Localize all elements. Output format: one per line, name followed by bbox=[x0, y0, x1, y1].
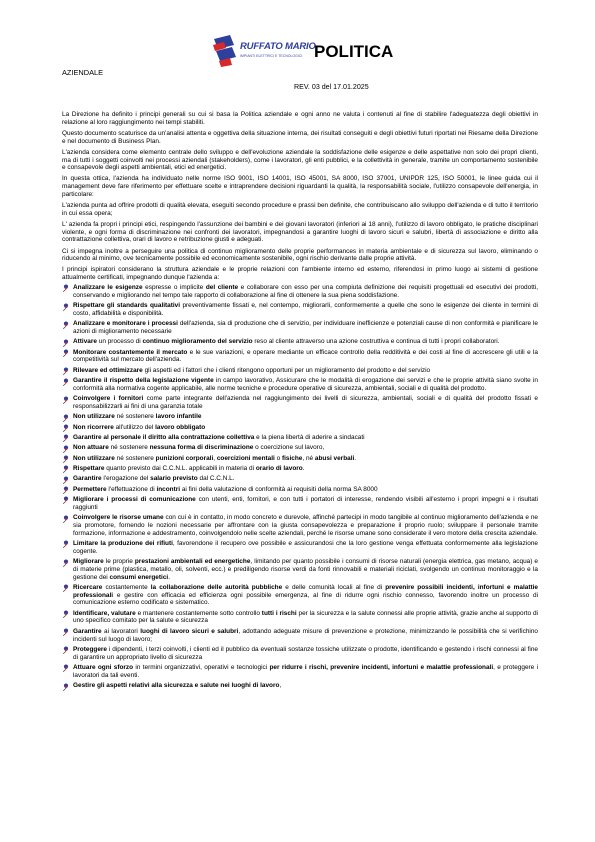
commitment-item bbox=[62, 377, 538, 393]
pushpin-bullet-icon bbox=[62, 515, 69, 523]
pushpin-bullet-icon bbox=[62, 414, 69, 422]
commitment-item bbox=[62, 434, 538, 442]
commitment-text: costantemente bbox=[102, 583, 151, 591]
commitment-text: in campo lavorativo, Assicurare che le modalità di erogazione dei servizi e che le proprie attività siano svolte in conformità alla normativa cogente applicabile, alle norme tecniche e procedure operative di sicurezza, ambientali, sociali e di qualità del prodotto. bbox=[73, 377, 538, 392]
commitment-keyword: per ridurre i rischi, prevenire incidenti, infortuni e malattie professionali bbox=[269, 663, 494, 671]
revision-label: REV. 03 del 17.01.2025 bbox=[294, 83, 369, 91]
commitment-text: per la sicurezza e la salute connessi alle proprie attività, grazie anche al supporto di uno specifico comitato per la salute e sicurezza bbox=[73, 609, 538, 625]
commitment-text: né sostenere bbox=[114, 454, 156, 462]
commitment-item bbox=[62, 455, 538, 463]
commitment-keyword: lavoro obbligato bbox=[155, 423, 206, 431]
commitment-text: , né bbox=[302, 454, 315, 462]
commitment-keyword: Rilevare ed ottimizzare bbox=[73, 366, 143, 374]
commitment-text: dell'azienda, sia di produzione che di servizio, per individuare inefficienze e potenziali cause di non conformità e pianificare le azioni di miglioramento necessarie bbox=[73, 320, 539, 335]
pushpin-bullet-icon bbox=[62, 683, 69, 691]
commitment-item bbox=[62, 320, 538, 336]
commitment-item bbox=[62, 395, 538, 411]
commitment-keyword: prevenire possibili incidenti, infortuni e malattie professionali bbox=[73, 583, 538, 599]
pushpin-bullet-icon bbox=[62, 445, 69, 453]
commitment-text: . bbox=[168, 573, 170, 581]
commitment-keyword: orario di lavoro bbox=[255, 464, 303, 472]
paragraph-quality: L'azienda punta ad offrire prodotti di qualità elevata, eseguiti secondo procedure e prassi ben definite, che contribuiscano allo sviluppo dell'azienda e di tutto il territorio in cui essa opera; bbox=[62, 202, 538, 217]
pushpin-bullet-icon bbox=[62, 610, 69, 618]
commitment-text: come parte integrante dell'azienda nel raggiungimento dei livelli di sicurezza, ambientali, sociali e di qualità del prodotto fissati e responsabilizzarli ai fini di una garanzia totale bbox=[73, 395, 538, 410]
commitment-item bbox=[62, 514, 538, 537]
document-title: POLITICA bbox=[314, 42, 394, 61]
commitment-keyword: Identificare, valutare bbox=[73, 609, 136, 617]
commitment-text: reso al cliente attraverso una azione costruttiva e continua di tutti i propri collaboratori. bbox=[252, 338, 500, 346]
commitment-item bbox=[62, 486, 538, 494]
commitment-text: e delle comunità locali al fine di bbox=[282, 583, 386, 591]
commitment-text: e le sue variazioni, e operare mediante un efficace controllo della redditività e dei costi al fine di accrescere gli utili e la competitività sul mercato dell'azienda. bbox=[73, 348, 538, 364]
commitment-keyword: Attivare bbox=[73, 338, 97, 346]
commitment-item bbox=[62, 664, 538, 680]
commitment-item bbox=[62, 646, 538, 662]
pushpin-bullet-icon bbox=[62, 424, 69, 432]
commitment-keyword: luoghi di lavoro sicuri e salubri bbox=[140, 627, 239, 635]
commitment-item bbox=[62, 465, 538, 473]
commitment-item bbox=[62, 628, 538, 644]
commitment-text: espresse o implicite bbox=[142, 283, 206, 291]
commitment-item bbox=[62, 349, 538, 365]
commitment-item bbox=[62, 444, 538, 452]
commitment-item bbox=[62, 584, 538, 607]
commitment-item bbox=[62, 475, 538, 483]
commitment-text: i dipendenti, i terzi coinvolti, i clienti ed il pubblico da eventuali sostanze tossiche utilizzate o prodotte, identificando e gestendo i rischi connessi al fine di garantire un appropriato livello di sicurezza bbox=[73, 645, 538, 661]
commitment-keyword: prestazioni ambientali ed energetiche bbox=[134, 558, 251, 566]
commitment-keyword: Non attuare bbox=[73, 444, 109, 452]
commitment-keyword: Coinvolgere i fornitori bbox=[73, 395, 144, 403]
commitment-keyword: Proteggere bbox=[73, 645, 107, 653]
paragraph-scope: Questo documento scaturisce da un'analisi attenta e oggettiva della situazione interna, dei risultati conseguiti e degli obiettivi futuri riportati nei Riesame della Direzione e nel documento di Business Plan. bbox=[62, 129, 538, 145]
commitment-keyword: incontri bbox=[156, 485, 181, 493]
commitment-text: e collaborare con esso per una compiuta definizione dei requisiti progettuali ed esecutivi dei prodotti, conservando e migliorando nel tempo tale rapporto di collaborazione al fine di ottenere la sua piena soddisfazione. bbox=[73, 283, 539, 299]
pushpin-bullet-icon bbox=[62, 559, 69, 567]
commitment-keyword: Coinvolgere le risorse umane bbox=[73, 514, 164, 522]
commitments-list bbox=[62, 284, 538, 690]
pushpin-bullet-icon bbox=[62, 540, 69, 548]
commitment-keyword: Attuare ogni sforzo bbox=[73, 663, 134, 671]
pushpin-bullet-icon bbox=[62, 321, 69, 329]
commitment-text: né sostenere bbox=[108, 444, 150, 452]
commitment-text: in termini organizzativi, operativi e tecnologici bbox=[133, 663, 270, 671]
commitment-text: dal C.C.N.L. bbox=[197, 475, 235, 483]
commitment-keyword: Migliorare i processi di comunicazione bbox=[73, 495, 196, 503]
commitment-text: , favorendone il recupero ove possibile e assicurandosi che la loro gestione venga effettuata conformemente alla legislazione cogente. bbox=[73, 539, 538, 555]
commitment-keyword: Analizzare le esigenze bbox=[73, 283, 143, 291]
pushpin-bullet-icon bbox=[62, 396, 69, 404]
commitment-item bbox=[62, 338, 538, 346]
document-body bbox=[62, 111, 538, 692]
commitment-text: ai lavoratori bbox=[101, 627, 141, 635]
commitment-keyword: punizioni corporali bbox=[155, 454, 214, 462]
commitment-item bbox=[62, 496, 538, 512]
commitment-text: , limitando per quanto possibile i consumi di risorse naturali (energia elettrica, gas metano, acqua) e di materie prime (plastica, metallo, oli, solventi, ecc.) e prediligendo risorse verdi da fonti rinnovabili e materiali riciclati, svolgendo un continuo monitoraggio e la gestione dei bbox=[73, 558, 538, 581]
commitment-keyword: nessuna forma di discriminazione bbox=[149, 444, 254, 452]
document-subtitle: AZIENDALE bbox=[62, 68, 104, 77]
commitment-item bbox=[62, 413, 538, 421]
commitment-item bbox=[62, 424, 538, 432]
pushpin-bullet-icon bbox=[62, 434, 69, 442]
commitment-text: e mantenere costantemente sotto controllo bbox=[135, 609, 262, 617]
pushpin-bullet-icon bbox=[62, 367, 69, 375]
paragraph-intro: La Direzione ha definito i principi generali su cui si basa la Politica aziendale e ogni anno ne valuta i contenuti al fine di stabilire l'adeguatezza degli obiettivi in relazione al loro raggiungimento nei tempi stabiliti. bbox=[62, 111, 538, 126]
pushpin-bullet-icon bbox=[62, 284, 69, 292]
commitment-keyword: Ricercare bbox=[73, 583, 103, 591]
logo-mark-icon bbox=[210, 31, 238, 69]
commitment-text: con utenti, enti, fornitori, e con tutti i portatori di interesse, rendendo visibili all'esterno i propri impegni e i risultati raggiunti bbox=[73, 495, 538, 511]
commitment-text: o bbox=[274, 454, 282, 462]
commitment-keyword: tutti i rischi bbox=[261, 609, 297, 617]
commitment-keyword: Garantire il rispetto della legislazione vigente bbox=[73, 377, 214, 385]
commitment-keyword: Rispettare gli standards qualitativi bbox=[73, 302, 181, 310]
commitment-text: e gestire con efficacia ed efficienza ogni possibile emergenza, al fine di ridurre ogni rischio connesso, favorendo inoltre un processo di comunicazione esterno codificato e sistematico. bbox=[73, 591, 538, 607]
pushpin-bullet-icon bbox=[62, 339, 69, 347]
commitment-keyword: lavoro infantile bbox=[155, 413, 202, 421]
pushpin-bullet-icon bbox=[62, 378, 69, 386]
commitment-item bbox=[62, 682, 538, 690]
commitment-text: . bbox=[354, 454, 357, 462]
commitment-keyword: la collaborazione delle autorità pubbliche bbox=[150, 583, 283, 591]
commitment-text: quanto previsto dai C.C.N.L. applicabili in materia di bbox=[104, 464, 256, 472]
commitment-keyword: Migliorare bbox=[73, 558, 104, 566]
pushpin-bullet-icon bbox=[62, 646, 69, 654]
pushpin-bullet-icon bbox=[62, 349, 69, 357]
paragraph-principles: I principi ispiratori considerano la struttura aziendale e le proprie relazioni con l'ambiente interno ed esterno, riferendosi in primo luogo ai sistemi di gestione attualmente certificati, impegnando dunque l'azienda a: bbox=[62, 266, 538, 282]
commitment-text: l'erogazione del bbox=[101, 475, 151, 483]
commitment-keyword: Rispettare bbox=[73, 464, 105, 472]
pushpin-bullet-icon bbox=[62, 664, 69, 672]
commitment-keyword: Limitare la produzione dei rifiuti bbox=[73, 539, 173, 547]
commitment-text: o coercizione sul lavoro, bbox=[253, 444, 325, 452]
commitment-keyword: Analizzare e monitorare i processi bbox=[73, 320, 178, 328]
commitment-text: l'effettuazione di bbox=[106, 485, 157, 493]
commitment-keyword: Non utilizzare bbox=[73, 454, 115, 462]
commitment-text: con cui è in contatto, in modo concreto e durevole, affinché partecipi in modo tangibile al continuo miglioramento dell'azienda e ne sia promotore, fornendo le nozioni necessarie per affrontare con la giusta consapevolezza e preparazione il proprio ruolo; sviluppare il personale tramite formazione, informazione e addestramento, coinvolgendolo nelle scelte aziendali, perché le risorse umane sono considerate il vero motore della crescita aziendale. bbox=[73, 514, 538, 537]
commitment-text: né sostenere bbox=[114, 413, 156, 421]
commitment-text: le proprie bbox=[103, 558, 135, 566]
pushpin-bullet-icon bbox=[62, 628, 69, 636]
commitment-keyword: Permettere bbox=[73, 485, 107, 493]
commitment-text: e la piena libertà di aderire a sindacati bbox=[254, 433, 365, 441]
commitment-keyword: del cliente bbox=[205, 283, 239, 291]
commitment-keyword: abusi verbali bbox=[314, 454, 355, 462]
commitment-item bbox=[62, 284, 538, 300]
commitment-text: gli aspetti ed i fattori che i clienti ritengono opportuni per un miglioramento del prodotto e del servizio bbox=[142, 366, 431, 374]
commitment-keyword: Gestire gli aspetti relativi alla sicurezza e salute nei luoghi di lavoro bbox=[73, 682, 280, 690]
commitment-keyword: salario previsto bbox=[150, 475, 198, 483]
commitment-text: , e proteggere i lavoratori da tali eventi. bbox=[73, 663, 538, 679]
paragraph-improvement: Ci si impegna inoltre a perseguire una politica di continuo miglioramento delle proprie performances in materia ambientale e di sicurezza sul lavoro, eliminando o riducendo al minimo, ove tecnicamente possibile ed economicamente sostenibile, ogni rischio derivante dalle proprie attività. bbox=[62, 247, 538, 263]
pushpin-bullet-icon bbox=[62, 465, 69, 473]
pushpin-bullet-icon bbox=[62, 303, 69, 311]
commitment-keyword: coercizioni mentali bbox=[216, 454, 275, 462]
paragraph-ethics: L' azienda fa propri i principi etici, respingendo l'assunzione dei bambini e dei giovani lavoratori (inferiori ai 18 anni), l'utilizzo di lavoro obbligato, le pratiche disciplinari violente, e ogni forma di discriminazione nei confronti dei lavoratori, impegnandosi a garantire luoghi di lavoro sicuri e salubri, libertà di associazione e diritto alla contrattazione collettiva, orari di lavoro e retribuzione giusti e adeguati. bbox=[62, 220, 538, 244]
commitment-keyword: consumi energetici bbox=[109, 573, 169, 581]
pushpin-bullet-icon bbox=[62, 486, 69, 494]
company-logo bbox=[210, 31, 320, 75]
commitment-item bbox=[62, 610, 538, 626]
commitment-keyword: Non ricorrere bbox=[73, 423, 114, 431]
pushpin-bullet-icon bbox=[62, 455, 69, 463]
commitment-keyword: Monitorare costantemente il mercato bbox=[73, 348, 188, 356]
commitment-item bbox=[62, 367, 538, 375]
commitment-text: , bbox=[213, 454, 217, 462]
pushpin-bullet-icon bbox=[62, 584, 69, 592]
commitment-text: ai fini della valutazione di conformità ai requisiti della norma SA 8000 bbox=[180, 485, 378, 493]
commitment-keyword: Garantire bbox=[73, 627, 102, 635]
commitment-item bbox=[62, 558, 538, 581]
commitment-text: , bbox=[279, 682, 282, 690]
commitment-keyword: fisiche bbox=[281, 454, 303, 462]
commitment-text: , adottando adeguate misure di prevenzione e protezione, minimizzando le possibilità che si verifichino incidenti sul luogo di lavoro; bbox=[73, 627, 538, 643]
commitment-text: . bbox=[302, 464, 305, 472]
commitment-text: all'utilizzo del bbox=[113, 423, 156, 431]
commitment-item bbox=[62, 540, 538, 556]
logo-brand-name: RUFFATO MARIO bbox=[240, 41, 316, 52]
paragraph-standards: In questa ottica, l'azienda ha individuato nelle norme ISO 9001, ISO 14001, ISO 45001, SA 8000, ISO 37001, UNIPDR 125, ISO 50001, le linee guida cui il management deve fare riferimento per effettuare scelte e intraprendere decisioni riguardanti la qualità, la responsabilità sociale, l'utilizzo consapevole dell'energia, in particolare: bbox=[62, 175, 538, 198]
commitment-keyword: continuo miglioramento del servizio bbox=[142, 338, 253, 346]
pushpin-bullet-icon bbox=[62, 496, 69, 504]
commitment-item bbox=[62, 302, 538, 318]
commitment-keyword: Garantire bbox=[73, 475, 102, 483]
paragraph-stakeholders: L'azienda considera come elemento centrale dello sviluppo e dell'evoluzione aziendale la soddisfazione delle esigenze e delle aspettative non solo dei propri clienti, ma di tutti i soggetti coinvolti nei processi aziendali (stakeholders), come i lavoratori, gli enti pubblici, e la collettività in generale, tramite un comportamento sostenibile e consapevole degli aspetti ambientali, etici ed energetici. bbox=[62, 148, 538, 172]
commitment-keyword: Garantire al personale il diritto alla contrattazione collettiva bbox=[73, 433, 255, 441]
pushpin-bullet-icon bbox=[62, 476, 69, 484]
commitment-keyword: Non utilizzare bbox=[73, 413, 115, 421]
commitment-text: un processo di bbox=[96, 338, 143, 346]
logo-tagline: IMPIANTI ELETTRICI E TECNOLOGICI bbox=[240, 54, 303, 58]
commitment-text: preventivamente fissati e, nel contempo, migliorarli, conformemente a quelle che sono le esigenze dei cliente in termini di costo, affidabilità e disponibilità. bbox=[73, 302, 538, 317]
